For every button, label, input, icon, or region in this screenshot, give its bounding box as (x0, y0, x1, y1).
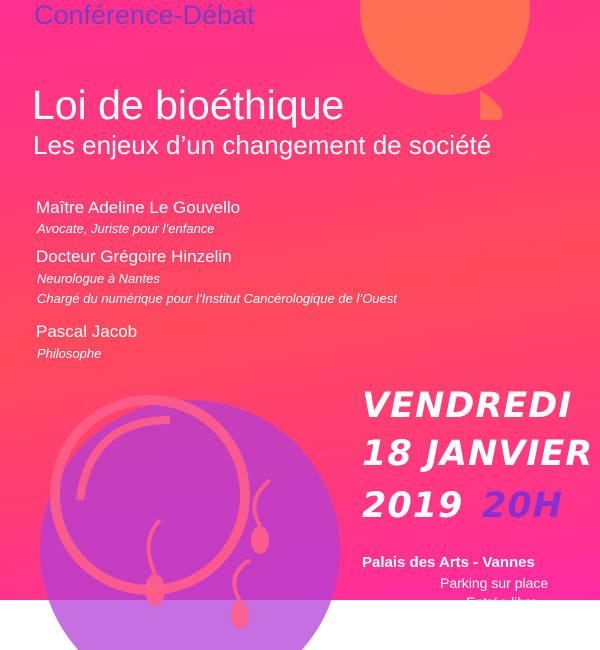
speaker-role: Chargé du numérique pour l’Institut Cancérologique de l’Ouest (37, 291, 397, 306)
event-type: Conférence-Débat (34, 0, 255, 30)
speaker-name: Maître Adeline Le Gouvello (36, 198, 241, 217)
speaker-name: Pascal Jacob (36, 322, 138, 341)
subtitle: Les enjeux d’un changement de société (33, 130, 492, 160)
decorative-embryo-circle (20, 390, 340, 650)
event-day: VENDREDI (362, 386, 573, 426)
event-time: 20H (482, 486, 563, 526)
venue: Palais des Arts - Vannes (362, 554, 535, 571)
entry-info: Entrée libre (466, 594, 538, 610)
speaker-role: Avocate, Juriste pour l’enfance (37, 221, 215, 236)
decorative-circle-top (360, 0, 530, 120)
main-title: Loi de bioéthique (32, 82, 345, 128)
speaker-role: Neurologue à Nantes (37, 271, 160, 286)
parking-info: Parking sur place (440, 575, 549, 591)
event-date: 18 JANVIER (362, 434, 594, 474)
speaker-role: Philosophe (37, 346, 102, 361)
speaker-name: Docteur Grégoire Hinzelin (36, 247, 232, 266)
event-year: 2019 (362, 486, 464, 526)
